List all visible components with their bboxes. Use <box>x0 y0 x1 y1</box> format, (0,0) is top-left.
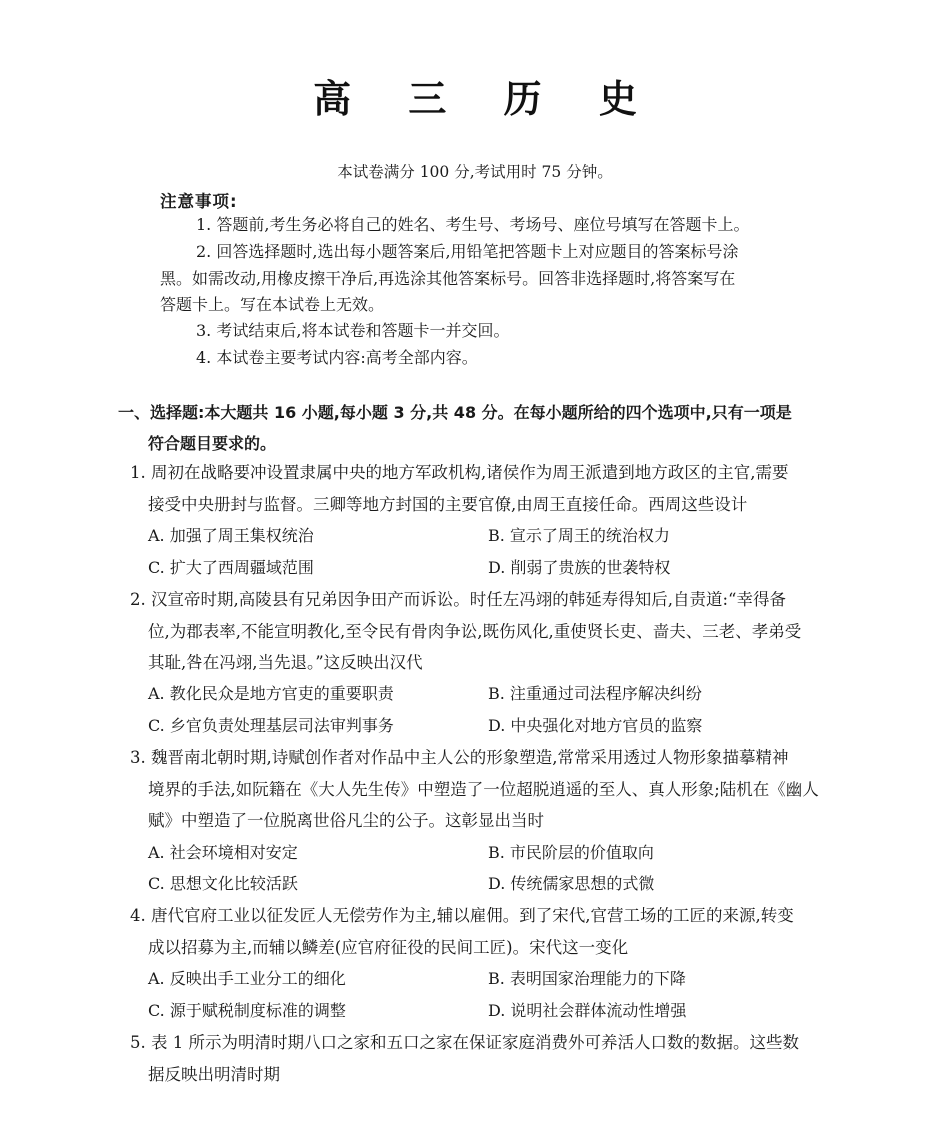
page-title: 高 三 历 史 <box>313 77 659 121</box>
question-stem: 2. 汉宣帝时期,高陵县有兄弟因争田产而诉讼。时任左冯翊的韩延寿得知后,自责道:“幸得备 <box>130 590 786 609</box>
option-c: C. 思想文化比较活跃 <box>148 874 298 893</box>
notice-line: 3. 考试结束后,将本试卷和答题卡一并交回。 <box>196 321 510 340</box>
option-a: A. 教化民众是地方官吏的重要职责 <box>148 684 394 703</box>
option-d: D. 传统儒家思想的式微 <box>488 874 655 893</box>
option-c: C. 扩大了西周疆域范围 <box>148 558 314 577</box>
option-a: A. 加强了周王集权统治 <box>148 526 314 545</box>
question-stem: 接受中央册封与监督。三卿等地方封国的主要官僚,由周王直接任命。西周这些设计 <box>148 495 748 514</box>
option-b: B. 表明国家治理能力的下降 <box>488 969 686 988</box>
question-stem: 境界的手法,如阮籍在《大人先生传》中塑造了一位超脱逍遥的至人、真人形象;陆机在《幽人 <box>148 780 819 799</box>
question-stem: 赋》中塑造了一位脱离世俗凡尘的公子。这彰显出当时 <box>148 811 544 830</box>
question-stem: 5. 表 1 所示为明清时期八口之家和五口之家在保证家庭消费外可养活人口数的数据。这些数 <box>130 1033 799 1052</box>
question-stem: 成以招募为主,而辅以鳞差(应官府征役的民间工匠)。宋代这一变化 <box>148 938 629 957</box>
exam-info: 本试卷满分 100 分,考试用时 75 分钟。 <box>337 163 613 181</box>
section-heading: 一、选择题:本大题共 16 小题,每小题 3 分,共 48 分。在每小题所给的四个选项中,只有一项是 <box>118 403 792 422</box>
option-a: A. 社会环境相对安定 <box>148 843 298 862</box>
question-stem: 据反映出明清时期 <box>148 1065 280 1084</box>
question-stem: 1. 周初在战略要冲设置隶属中央的地方军政机构,诸侯作为周王派遣到地方政区的主官,需要 <box>130 463 789 482</box>
section-heading-cont: 符合题目要求的。 <box>148 434 277 453</box>
notice-line: 1. 答题前,考生务必将自己的姓名、考生号、考场号、座位号填写在答题卡上。 <box>196 215 750 234</box>
option-d: D. 说明社会群体流动性增强 <box>488 1001 687 1020</box>
option-d: D. 中央强化对地方官员的监察 <box>488 716 703 735</box>
notice-heading: 注意事项: <box>160 192 238 211</box>
option-b: B. 注重通过司法程序解决纠纷 <box>488 684 702 703</box>
question-stem: 4. 唐代官府工业以征发匠人无偿劳作为主,辅以雇佣。到了宋代,官营工场的工匠的来源,转变 <box>130 906 794 925</box>
option-b: B. 市民阶层的价值取向 <box>488 843 654 862</box>
option-b: B. 宣示了周王的统治权力 <box>488 526 670 545</box>
option-c: C. 源于赋税制度标准的调整 <box>148 1001 346 1020</box>
notice-line: 答题卡上。写在本试卷上无效。 <box>160 295 385 314</box>
option-d: D. 削弱了贵族的世袭特权 <box>488 558 671 577</box>
question-stem: 其耻,咎在冯翊,当先退。”这反映出汉代 <box>148 653 423 672</box>
notice-line: 黑。如需改动,用橡皮擦干净后,再选涂其他答案标号。回答非选择题时,将答案写在 <box>160 269 736 288</box>
question-stem: 位,为郡表率,不能宣明教化,至令民有骨肉争讼,既伤风化,重使贤长吏、啬夫、三老、孝弟受 <box>148 622 802 641</box>
option-a: A. 反映出手工业分工的细化 <box>148 969 346 988</box>
question-stem: 3. 魏晋南北朝时期,诗赋创作者对作品中主人公的形象塑造,常常采用透过人物形象描摹精神 <box>130 748 789 767</box>
notice-line: 2. 回答选择题时,选出每小题答案后,用铅笔把答题卡上对应题目的答案标号涂 <box>196 242 739 261</box>
notice-line: 4. 本试卷主要考试内容:高考全部内容。 <box>196 348 478 367</box>
option-c: C. 乡官负责处理基层司法审判事务 <box>148 716 394 735</box>
